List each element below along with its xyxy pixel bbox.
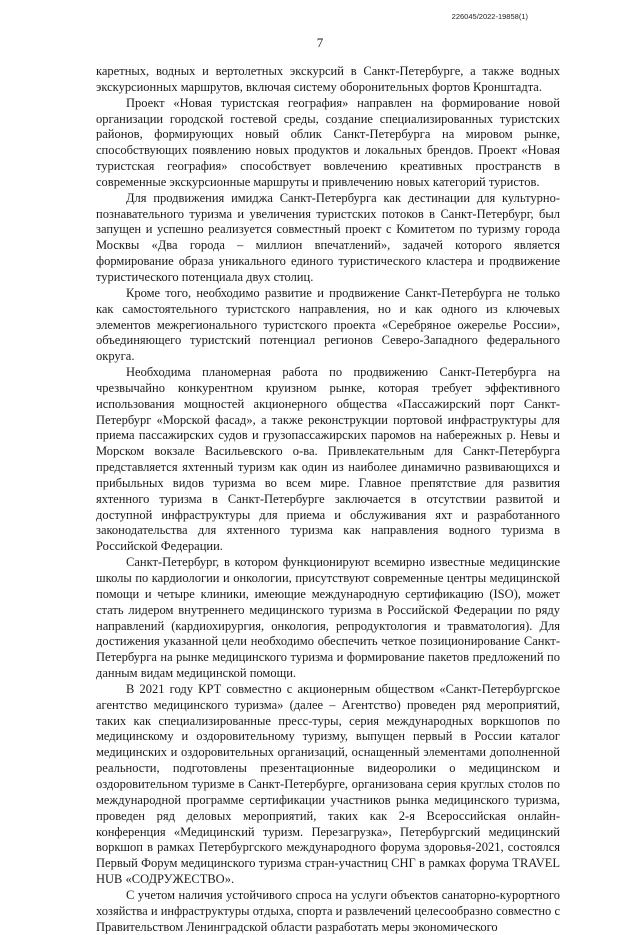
paragraph-continuation: каретных, водных и вертолетных экскурсий в Санкт-Петербурге, а также водных экскурсионных маршрутов, включая систему оборонительных фортов Кронштадта.: [96, 64, 560, 94]
page-number: 7: [316, 35, 324, 50]
paragraph-new-tourist-geography: Проект «Новая туристская география» направлен на формирование новой организации городской гостевой среды, создание специализированных туристских районов, формирующих новый облик Санкт-Петербурга на мировом рынке, способствующих появлению новых продуктов и локальных брендов. Проект «Новая туристская география» способствует вовлечению креативных пространств в современные экскурсионные маршруты и привлечению новых категорий туристов.: [96, 95, 560, 189]
paragraph-medical-tourism: Санкт-Петербург, в котором функционируют всемирно известные медицинские школы по кардиологии и онкологии, присутствуют современные центры медицинской помощи и четыре клиники, имеющие международную сертификацию (ISO), может стать лидером внутреннего медицинского туризма в Российской Федерации по ряду направлений (кардиохирургия, онкология, репродуктология и травматология). Для достижения указанной цели необходимо обеспечить четкое позиционирование Санкт-Петербурга на рынке медицинского туризма и формирование пакетов предложений по данным видам медицинской помощи.: [96, 555, 560, 681]
document-registration-number: 226045/2022-19858(1): [451, 12, 528, 21]
document-body: [96, 64, 560, 935]
paragraph-krt-2021-activities: В 2021 году КРТ совместно с акционерным обществом «Санкт-Петербургское агентство медицинского туризма» (далее – Агентство) проведен ряд мероприятий, таких как специализированные пресс-туры, серия международных воркшопов по медицинскому и оздоровительному туризму, выпущен первый в России каталог медицинских и оздоровительных организаций, оснащенный элементами дополненной реальности, подготовлены презентационные видеоролики о медицинском и оздоровительном туризме в Санкт-Петербурге, организована серия круглых столов по международной программе сертификации участников рынка медицинского туризма, проведен ряд деловых мероприятий, таких как 2-я Всероссийская онлайн-конференция «Медицинский туризм. Перезагрузка», Петербургский медицинский воркшоп в рамках Петербургского международного форума здоровья-2021, состоялся Первый Форум медицинского туризма стран-участниц СНГ в рамках форума TRAVEL HUB «СОДРУЖЕСТВО».: [96, 681, 560, 887]
paragraph-silver-necklace: Кроме того, необходимо развитие и продвижение Санкт-Петербурга не только как самостоятельного туристского направления, но и как одного из ключевых элементов межрегионального туристского проекта «Серебряное ожерелье России», объединяющего туристский потенциал регионов Северо-Западного федерального округа.: [96, 285, 560, 364]
paragraph-two-cities-project: Для продвижения имиджа Санкт-Петербурга как дестинации для культурно-познавательного туризма и увеличения туристских потоков в Санкт-Петербург, был запущен и успешно реализуется совместный проект с Комитетом по туризму города Москвы «Два города – миллион впечатлений», задачей которого является формирование образа уникального единого туристического кластера и продвижение туристического потенциала двух столиц.: [96, 190, 560, 284]
paragraph-sanatorium-resort: С учетом наличия устойчивого спроса на услуги объектов санаторно-курортного хозяйства и инфраструктуры отдыха, спорта и развлечений целесообразно совместно с Правительством Ленинградской области разработать меры экономического: [96, 887, 560, 934]
paragraph-cruise-and-yacht-tourism: Необходима планомерная работа по продвижению Санкт-Петербурга на чрезвычайно конкурентном круизном рынке, которая требует эффективного использования мощностей акционерного общества «Пассажирский порт Санкт-Петербург «Морской фасад», а также реконструкции портовой инфраструктуры для приема пассажирских судов и грузопассажирских паромов на набережных р. Невы и Морском вокзале Васильевского о-ва. Привлекательным для Санкт-Петербурга представляется яхтенный туризм как один из наиболее динамично развивающихся и прибыльных видов туризма во всем мире. Главное препятствие для развития яхтенного туризма в Санкт-Петербурге заключается в отсутствии развитой и доступной инфраструктуры для приема и обслуживания яхт и разработанного законодательства для яхтенного туризма как направления водного туризма в Российской Федерации.: [96, 365, 560, 554]
